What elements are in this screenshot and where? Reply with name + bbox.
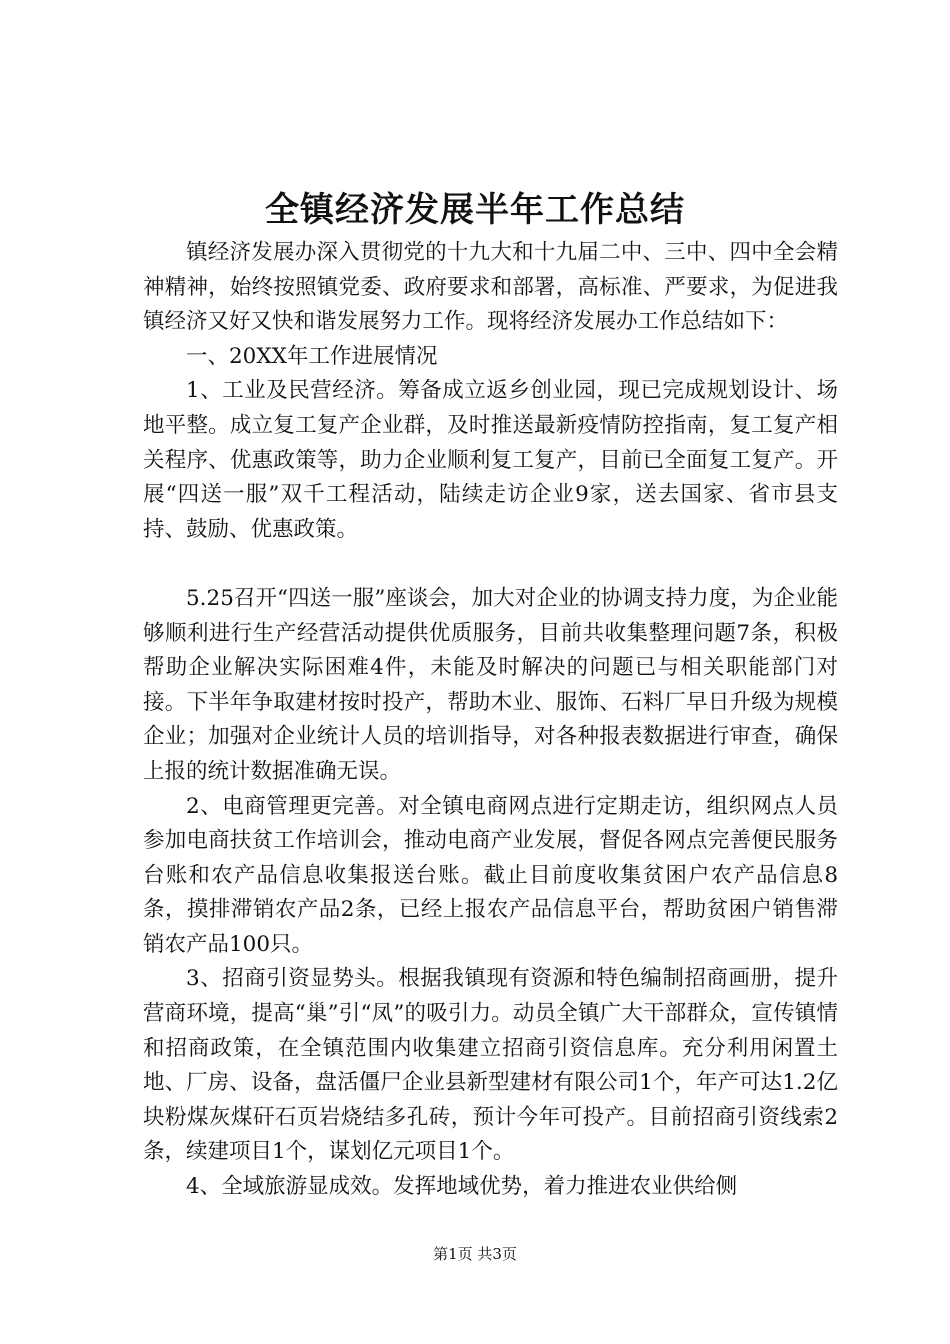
section-heading: 一、20XX年工作进展情况 <box>186 343 438 369</box>
document-title: 全镇经济发展半年工作总结 <box>265 190 685 230</box>
paragraph-intro: 镇经济发展办深入贯彻党的十九大和十九届二中、三中、四中全会精神精神，始终按照镇党委、政府要求和部署，高标准、严要求，为促进我镇经济又好又快和谐发展努力工作。现将经济发展办工作总结如下： <box>143 240 838 335</box>
paragraph-ecommerce: 2、电商管理更完善。对全镇电商网点进行定期走访，组织网点人员参加电商扶贫工作培训会，推动电商产业发展，督促各网点完善便民服务台账和农产品信息收集报送台账。截止目前度收集贫困户农产品信息8条，摸排滞销农产品2条，已经上报农产品信息平台，帮助贫困户销售滞销农产品100只。 <box>143 793 838 957</box>
paragraph-forum: 5.25召开“四送一服”座谈会，加大对企业的协调支持力度，为企业能够顺利进行生产经营活动提供优质服务，目前共收集整理问题7条，积极帮助企业解决实际困难4件，未能及时解决的问题已与相关职能部门对接。下半年争取建材按时投产，帮助木业、服饰、石料厂早日升级为规模企业；加强对企业统计人员的培训指导，对各种报表数据进行审查，确保上报的统计数据准确无误。 <box>143 585 838 784</box>
paragraph-industry: 1、工业及民营经济。筹备成立返乡创业园，现已完成规划设计、场地平整。成立复工复产企业群，及时推送最新疫情防控指南，复工复产相关程序、优惠政策等，助力企业顺利复工复产，目前已全面复工复产。开展“四送一服”双千工程活动，陆续走访企业9家，送去国家、省市县支持、鼓励、优惠政策。 <box>143 378 838 542</box>
page-footer: 第1页 共3页 <box>433 1245 517 1263</box>
paragraph-tourism: 4、全域旅游显成效。发挥地域优势，着力推进农业供给侧 <box>186 1174 738 1200</box>
paragraph-investment: 3、招商引资显势头。根据我镇现有资源和特色编制招商画册，提升营商环境，提高“巢”引“凤”的吸引力。动员全镇广大干部群众，宣传镇情和招商政策，在全镇范围内收集建立招商引资信息库。充分利用闲置土地、厂房、设备，盘活僵尸企业县新型建材有限公司1个，年产可达1.2亿块粉煤灰煤矸石页岩烧结多孔砖，预计今年可投产。目前招商引资线索2条，续建项目1个，谋划亿元项目1个。 <box>143 966 838 1165</box>
document-body <box>143 236 838 1205</box>
